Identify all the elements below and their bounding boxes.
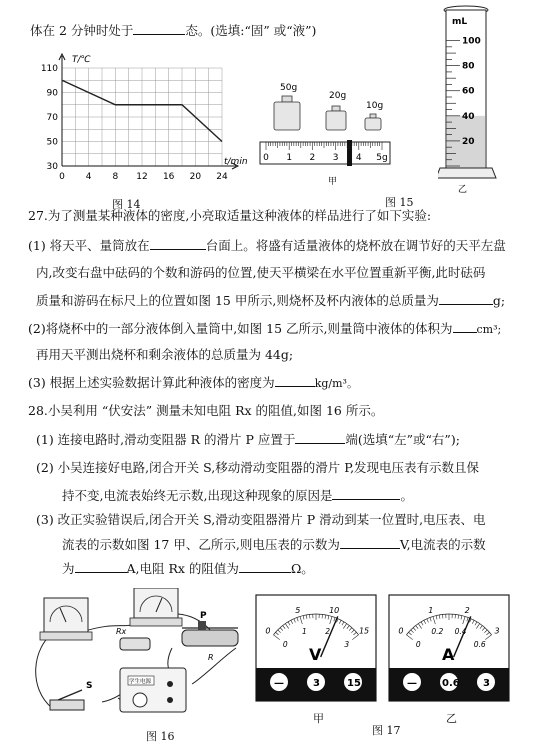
- meter-outer-scale-label: 5: [295, 606, 300, 615]
- fig14-axes: [59, 54, 238, 169]
- fig16-voltmeter: [130, 588, 182, 626]
- meter-outer-scale-label: 0: [398, 626, 403, 635]
- cylinder-tick-label: 80: [462, 62, 475, 72]
- svg-text:—: —: [274, 678, 284, 689]
- cylinder-tick-label: 20: [462, 137, 475, 147]
- x-tick-label: 16: [163, 172, 175, 182]
- answer-blank-resistance[interactable]: [239, 560, 291, 573]
- meter-outer-scale-label: 15: [359, 626, 369, 635]
- voltmeter-terminal-minus[interactable]: [270, 673, 288, 691]
- svg-text:R: R: [208, 653, 214, 662]
- svg-text:—: —: [407, 678, 417, 689]
- fig14-grid: [62, 68, 222, 166]
- cylinder-tick-label: 100: [462, 37, 481, 47]
- q28-p2b: 持不变,电流表始终无示数,出现这种现象的原因是 。: [62, 487, 413, 504]
- fig14-y-ticks: [41, 64, 58, 172]
- fig17-caption: 图 17: [372, 722, 401, 738]
- q28-p1: (1) 连接电路时,滑动变阻器 R 的滑片 P 应置于 端(选填“左”或“右”);: [36, 431, 460, 448]
- rheostat-slider-p: [198, 621, 206, 630]
- y-tick-label: 50: [47, 138, 59, 148]
- ammeter-terminal-3[interactable]: [477, 673, 495, 691]
- fig14-y-axis-label: T/℃: [72, 55, 92, 65]
- ammeter-terminal-minus[interactable]: [403, 673, 421, 691]
- weight-50g: [274, 83, 300, 130]
- ruler-tick-label: 1: [286, 153, 292, 163]
- svg-text:10g: 10g: [366, 101, 383, 111]
- ruler-tick-label: 0: [263, 153, 269, 163]
- fig17-label-jia: 甲: [313, 710, 324, 726]
- voltmeter-symbol: V: [309, 645, 322, 664]
- svg-text:3: 3: [313, 678, 320, 689]
- answer-blank-slider-end[interactable]: [295, 431, 345, 444]
- y-tick-label: 70: [47, 113, 59, 123]
- y-tick-label: 90: [47, 89, 59, 99]
- fig16-ammeter: [40, 598, 92, 640]
- x-tick-label: 12: [136, 172, 147, 182]
- q28-p2a: (2) 小吴连接好电路,闭合开关 S,移动滑动变阻器的滑片 P,发现电压表有示数且保: [36, 460, 479, 476]
- resistor-rx: [116, 627, 150, 650]
- svg-text:Rx: Rx: [116, 627, 127, 636]
- fig14-chart: [28, 52, 258, 202]
- cylinder-tick-label: 40: [462, 112, 475, 122]
- q28-p3a: (3) 改正实验错误后,闭合开关 S,滑动变阻器滑片 P 滑动到某一位置时,电压表、电: [36, 512, 486, 528]
- switch-s: [50, 681, 92, 710]
- answer-blank-current[interactable]: [75, 560, 127, 573]
- weight-10g: [365, 101, 383, 130]
- x-tick-label: 24: [216, 172, 228, 182]
- meter-inner-scale-label: 3: [344, 640, 349, 649]
- meter-inner-scale-label: 0: [416, 640, 421, 649]
- meter-outer-scale-label: 1: [428, 606, 433, 615]
- ruler-tick-label: 3: [333, 153, 339, 163]
- answer-blank-state[interactable]: [133, 22, 185, 35]
- y-tick-label: 30: [47, 162, 59, 172]
- svg-text:S: S: [86, 681, 92, 691]
- meter-inner-scale-label: 2: [325, 627, 330, 636]
- svg-text:P: P: [200, 611, 207, 621]
- q27-p1a: (1) 将天平、量筒放在 台面上。将盛有适量液体的烧杯放在调节好的天平左盘: [28, 237, 506, 254]
- fig17-voltmeter: [255, 594, 377, 702]
- sliding-rheostat: [182, 611, 238, 662]
- cylinder-unit: mL: [452, 17, 467, 27]
- meter-inner-scale-label: 0: [283, 640, 288, 649]
- ruler-tick-label: 4: [356, 153, 362, 163]
- svg-text:20g: 20g: [329, 91, 346, 101]
- answer-blank-surface[interactable]: [150, 237, 206, 250]
- meter-inner-scale-label: 0.6: [474, 640, 486, 649]
- ammeter-symbol: A: [442, 645, 455, 664]
- q27-p3: (3) 根据上述实验数据计算此种液体的密度为 kg/m³。: [28, 374, 358, 392]
- q27-p1b: 内,改变右盘中砝码的个数和游码的位置,使天平横梁在水平位置重新平衡,此时砝码: [36, 265, 485, 281]
- top-line: 体在 2 分钟时处于 态。(选填:“固” 或“液”): [30, 22, 316, 39]
- q27-p2a: (2)将烧杯中的一部分液体倒入量筒中,如图 15 乙所示,则量筒中液体的体积为 cm³;: [28, 320, 501, 338]
- meter-outer-scale-label: 2: [465, 606, 470, 615]
- svg-text:3: 3: [483, 678, 490, 689]
- voltmeter-terminal-3[interactable]: [307, 673, 325, 691]
- x-tick-label: 4: [86, 172, 92, 182]
- answer-blank-total-mass[interactable]: [439, 292, 493, 305]
- svg-text:学生电源: 学生电源: [129, 677, 152, 685]
- ruler-tick-label: 5g: [376, 153, 387, 163]
- svg-text:15: 15: [347, 678, 361, 689]
- fig15-balance-figure: [258, 78, 408, 188]
- fig17-ammeter: [388, 594, 510, 702]
- q27-p1c: 质量和游码在标尺上的位置如图 15 甲所示,则烧杯及杯内液体的总质量为 g;: [36, 292, 505, 309]
- meter-inner-scale-label: 0.2: [431, 627, 443, 636]
- q28-title: 28.小吴利用 “伏安法” 测量未知电阻 Rx 的阻值,如图 16 所示。: [28, 403, 383, 419]
- rider-marker: [347, 140, 352, 166]
- answer-blank-fault-reason[interactable]: [332, 487, 400, 500]
- fig14-caption: 图 14: [112, 196, 141, 212]
- fig16-caption: 图 16: [146, 728, 175, 744]
- fig14-x-ticks: [59, 172, 228, 182]
- fig16-circuit: [22, 588, 248, 726]
- answer-blank-volume[interactable]: [453, 320, 477, 333]
- x-tick-label: 0: [59, 172, 65, 182]
- graduated-cylinder: [438, 2, 518, 194]
- meter-outer-scale-label: 0: [265, 626, 270, 635]
- y-tick-label: 110: [41, 64, 58, 74]
- x-tick-label: 8: [112, 172, 118, 182]
- fig15-label-jia: 甲: [328, 176, 337, 187]
- x-tick-label: 20: [190, 172, 202, 182]
- answer-blank-voltage[interactable]: [340, 536, 400, 549]
- q28-p3b: 流表的示数如图 17 甲、乙所示,则电压表的示数为 V,电流表的示数: [62, 536, 486, 553]
- q27-title: 27.为了测量某种液体的密度,小亮取适量这种液体的样品进行了如下实验:: [28, 208, 431, 224]
- svg-text:50g: 50g: [280, 83, 297, 93]
- q27-p2b: 再用天平测出烧杯和剩余液体的总质量为 44g;: [36, 347, 293, 363]
- fig17-label-yi: 乙: [446, 710, 457, 726]
- svg-text:0.6: 0.6: [442, 678, 460, 689]
- power-supply: [120, 668, 186, 712]
- meter-outer-scale-label: 10: [329, 606, 339, 615]
- voltmeter-terminal-15[interactable]: [344, 673, 362, 691]
- meter-inner-scale-label: 1: [302, 627, 307, 636]
- meter-outer-scale-label: 3: [495, 626, 500, 635]
- fig15-label-yi: 乙: [458, 184, 467, 194]
- ruler-tick-label: 2: [310, 153, 316, 163]
- q28-p3c: 为 A,电阻 Rx 的阻值为 Ω。: [62, 560, 314, 577]
- fig14-x-axis-label: t/min: [224, 157, 248, 167]
- cylinder-tick-label: 60: [462, 87, 475, 97]
- answer-blank-density[interactable]: [275, 374, 315, 387]
- weight-20g: [326, 91, 346, 130]
- meter-inner-scale-label: 0.4: [455, 627, 467, 636]
- fig15-caption: 图 15: [385, 194, 414, 210]
